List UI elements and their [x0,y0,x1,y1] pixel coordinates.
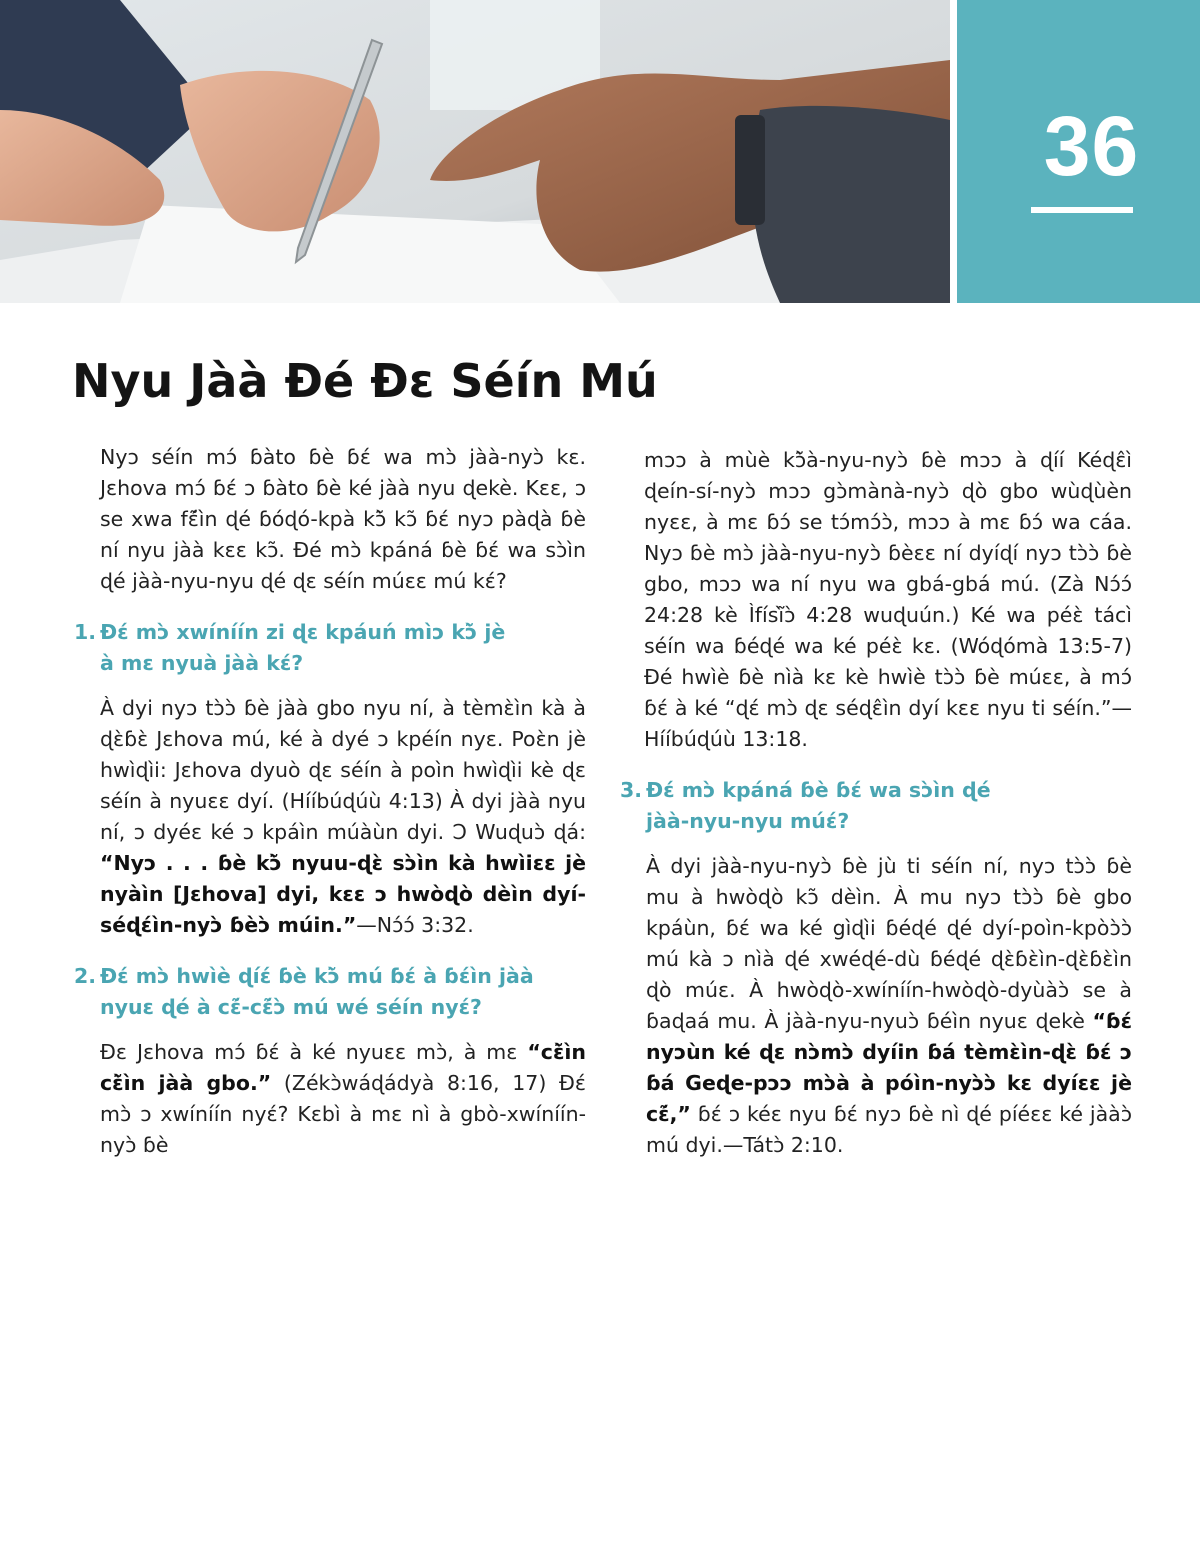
answer-text: Ɖɛ Jɛhova mɔ́ ɓɛ́ à ké nyuɛɛ mɔ̀, à mɛ [100,1040,528,1064]
header-photo [0,0,950,303]
question-text-line1: Ɖɛ́ mɔ̀ xwíníín zi ɖɛ kpáuń mìɔ kɔ̃̀ jè [100,620,506,644]
question-number: 3. [620,778,643,802]
answer-citation: —Nɔ́ɔ́ 3:32. [356,913,474,937]
lesson-underline [1031,207,1133,213]
question-number: 1. [74,620,97,644]
answer-2 [100,1037,586,1161]
answer-quote: “cɛ̃̀ìn cɛ̃̀ìn jàà gbo.” [100,1040,586,1095]
question-number: 2. [74,964,97,988]
page-title: Nyu Jàà Ɖé Ɖɛ Séín Mú [72,354,658,408]
answer-1 [100,693,586,941]
photo-icon [0,0,950,303]
column-left [74,442,586,1161]
intro-paragraph: Nyɔ séín mɔ́ ɓàto ɓè ɓɛ́ wa mɔ̀ jàà-nyɔ̀ kɛ. Jɛhova mɔ́ ɓɛ́ ɔ ɓàto ɓè ké jàà nyu ɖekè. Kɛɛ, ɔ se xwa fɛ̃́ìn ɖé ɓóɖó-kpà kɔ̃̀ kɔ̃ ɓɛ́ nyɔ pàɖà ɓè ní nyu jàà kɛɛ kɔ̃. Ɖé mɔ̀ kpáná ɓè ɓɛ́ wa sɔ̀ìn ɖé jàà-nyu-nyu ɖé ɖɛ séín múɛɛ mú kɛ́? [100,445,586,593]
answer-quote: “Nyɔ . . . ɓè kɔ̃̀ nyuu-ɖɛ̀ sɔ̀ìn kà hwìiɛɛ jè nyàìn [Jɛhova] dyi, kɛɛ ɔ hwòɖò dèìn dyí-séɖɛ́ìn-nyɔ̀ ɓèɔ̀ múin.” [100,851,586,937]
question-2 [74,961,586,1023]
answer-citation: ɓɛ́ ɔ kéɛ nyu ɓɛ́ nyɔ ɓè nì ɖé píéɛɛ ké jààɔ̀ mú dyi.—Tátɔ̀ 2:10. [646,1102,1132,1157]
answer-text-continued: (Zékɔ̀wáɖádyà 8:16, 17) Ɖɛ́ mɔ̀ ɔ xwíníín nyɛ́? Kɛbì à mɛ nì à gbò-xwíníín-nyɔ̀ ɓè [100,1071,586,1157]
question-text-line2: à mɛ nyuà jàà kɛ́? [100,651,304,675]
answer-2-continued: mɔɔ à mùè kɔ̃̀à-nyu-nyɔ̀ ɓè mɔɔ à ɖíí Kéɖɛ̂ì ɖeín-sí-nyɔ̀ mɔɔ gɔ̀mànà-nyɔ̀ ɖò gbo wùɖùèn nyɛɛ, à mɛ ɓɔ́ se tɔ́mɔ́ɔ̀, mɔɔ à mɛ ɓɔ́ wa cáa. Nyɔ ɓè mɔ̀ jàà-nyu-nyɔ̀ ɓèɛɛ ní dyíɖí nyɔ tɔ̀ɔ̀ ɓè gbo, mɔɔ wa ní nyu wa gbá-gbá mú. (Zà Nɔ́ɔ́ 24:28 kè Ìfísĩ̀ɔ̀ 4:28 wuɖuún.) Ké wa péɛ̀ tácì séín wa ɓéɖé wa ké péɛ̀ kɛ. (Wóɖómà 13:5-7) Ɖé hwìè ɓè nìà kɛ kè hwìè tɔ̀ɔ̀ ɓè múɛɛ, à mɔ́ ɓɛ́ à ké “ɖɛ́ mɔ̀ ɖɛ séɖɛ̂ìn dyí kɛɛ nyu ti séín.”—Hííbúɖúù 13:18. [644,448,1132,751]
answer-3 [646,851,1132,1161]
question-text-line2: jàà-nyu-nyu múɛ́? [646,809,850,833]
lesson-number: 36 [1043,99,1140,193]
question-text-line2: nyuɛ ɖé à cɛ̃́-cɛ̃́ɔ̀ mú wé séín nyɛ́? [100,995,482,1019]
lesson-number-box [957,0,1200,303]
column-right [620,445,1132,1161]
question-text-line1: Ɖɛ́ mɔ̀ kpáná ɓè ɓɛ́ wa sɔ̀ìn ɖé [646,778,991,802]
question-3 [620,775,1132,837]
answer-text: À dyi jàà-nyu-nyɔ̀ ɓè jù ti séín ní, nyɔ tɔ̀ɔ̀ ɓè mu à hwòɖò kɔ̃ dèìn. À mu nyɔ tɔ̀ɔ̀ ɓè gbo kpáùn, ɓɛ́ wa ké gìɖìi ɓéɖé ɖé dyí-poìn-kpòɔ̀ɔ̀ mú kà ɔ nìà ɖé xwéɖé-dù ɓéɖé ɖɛ̀ɓɛ̀ìn-ɖɛ̀ɓɛ̀ìn ɖò múɛ. À hwòɖò-xwíníín-hwòɖò-dyùàɔ̀ se à ɓaɖaá mu. À jàà-nyu-nyuɔ̀ ɓéìn nyuɛ ɖekè [646,854,1132,1033]
question-text-line1: Ɖɛ́ mɔ̀ hwìè ɖíɛ́ ɓè kɔ̃̀ mú ɓɛ́ à ɓɛ́ìn jàà [100,964,534,988]
answer-quote: “ɓɛ́ nyɔùn ké ɖɛ nɔ̀mɔ̀ dyíin ɓá tèmɛ̀ìn-ɖɛ̀ ɓɛ́ ɔ ɓá Geɖe-pɔɔ mɔ̀à à póìn-nyɔ̀ɔ̀ kɛ dyíɛɛ jè cɛ̃́,” [646,1009,1132,1126]
answer-text: À dyi nyɔ tɔ̀ɔ̀ ɓè jàà gbo nyu ní, à tèmɛ̀ìn kà à ɖɛ̀ɓɛ̀ Jɛhova mú, ké à dyé ɔ kpéín nyɛ. Poɛ̀n jè hwìɖìi: Jɛhova dyuò ɖɛ séín à poìn hwìɖìi kè ɖɛ séín à nyuɛɛ dyí. (Hííbúɖúù 4:13) À dyi jàà nyu ní, ɔ dyéɛ ké ɔ kpáìn múàùn dyi. Ɔ Wuɖuɔ̀ ɖá: [100,696,586,844]
question-1 [74,617,586,679]
